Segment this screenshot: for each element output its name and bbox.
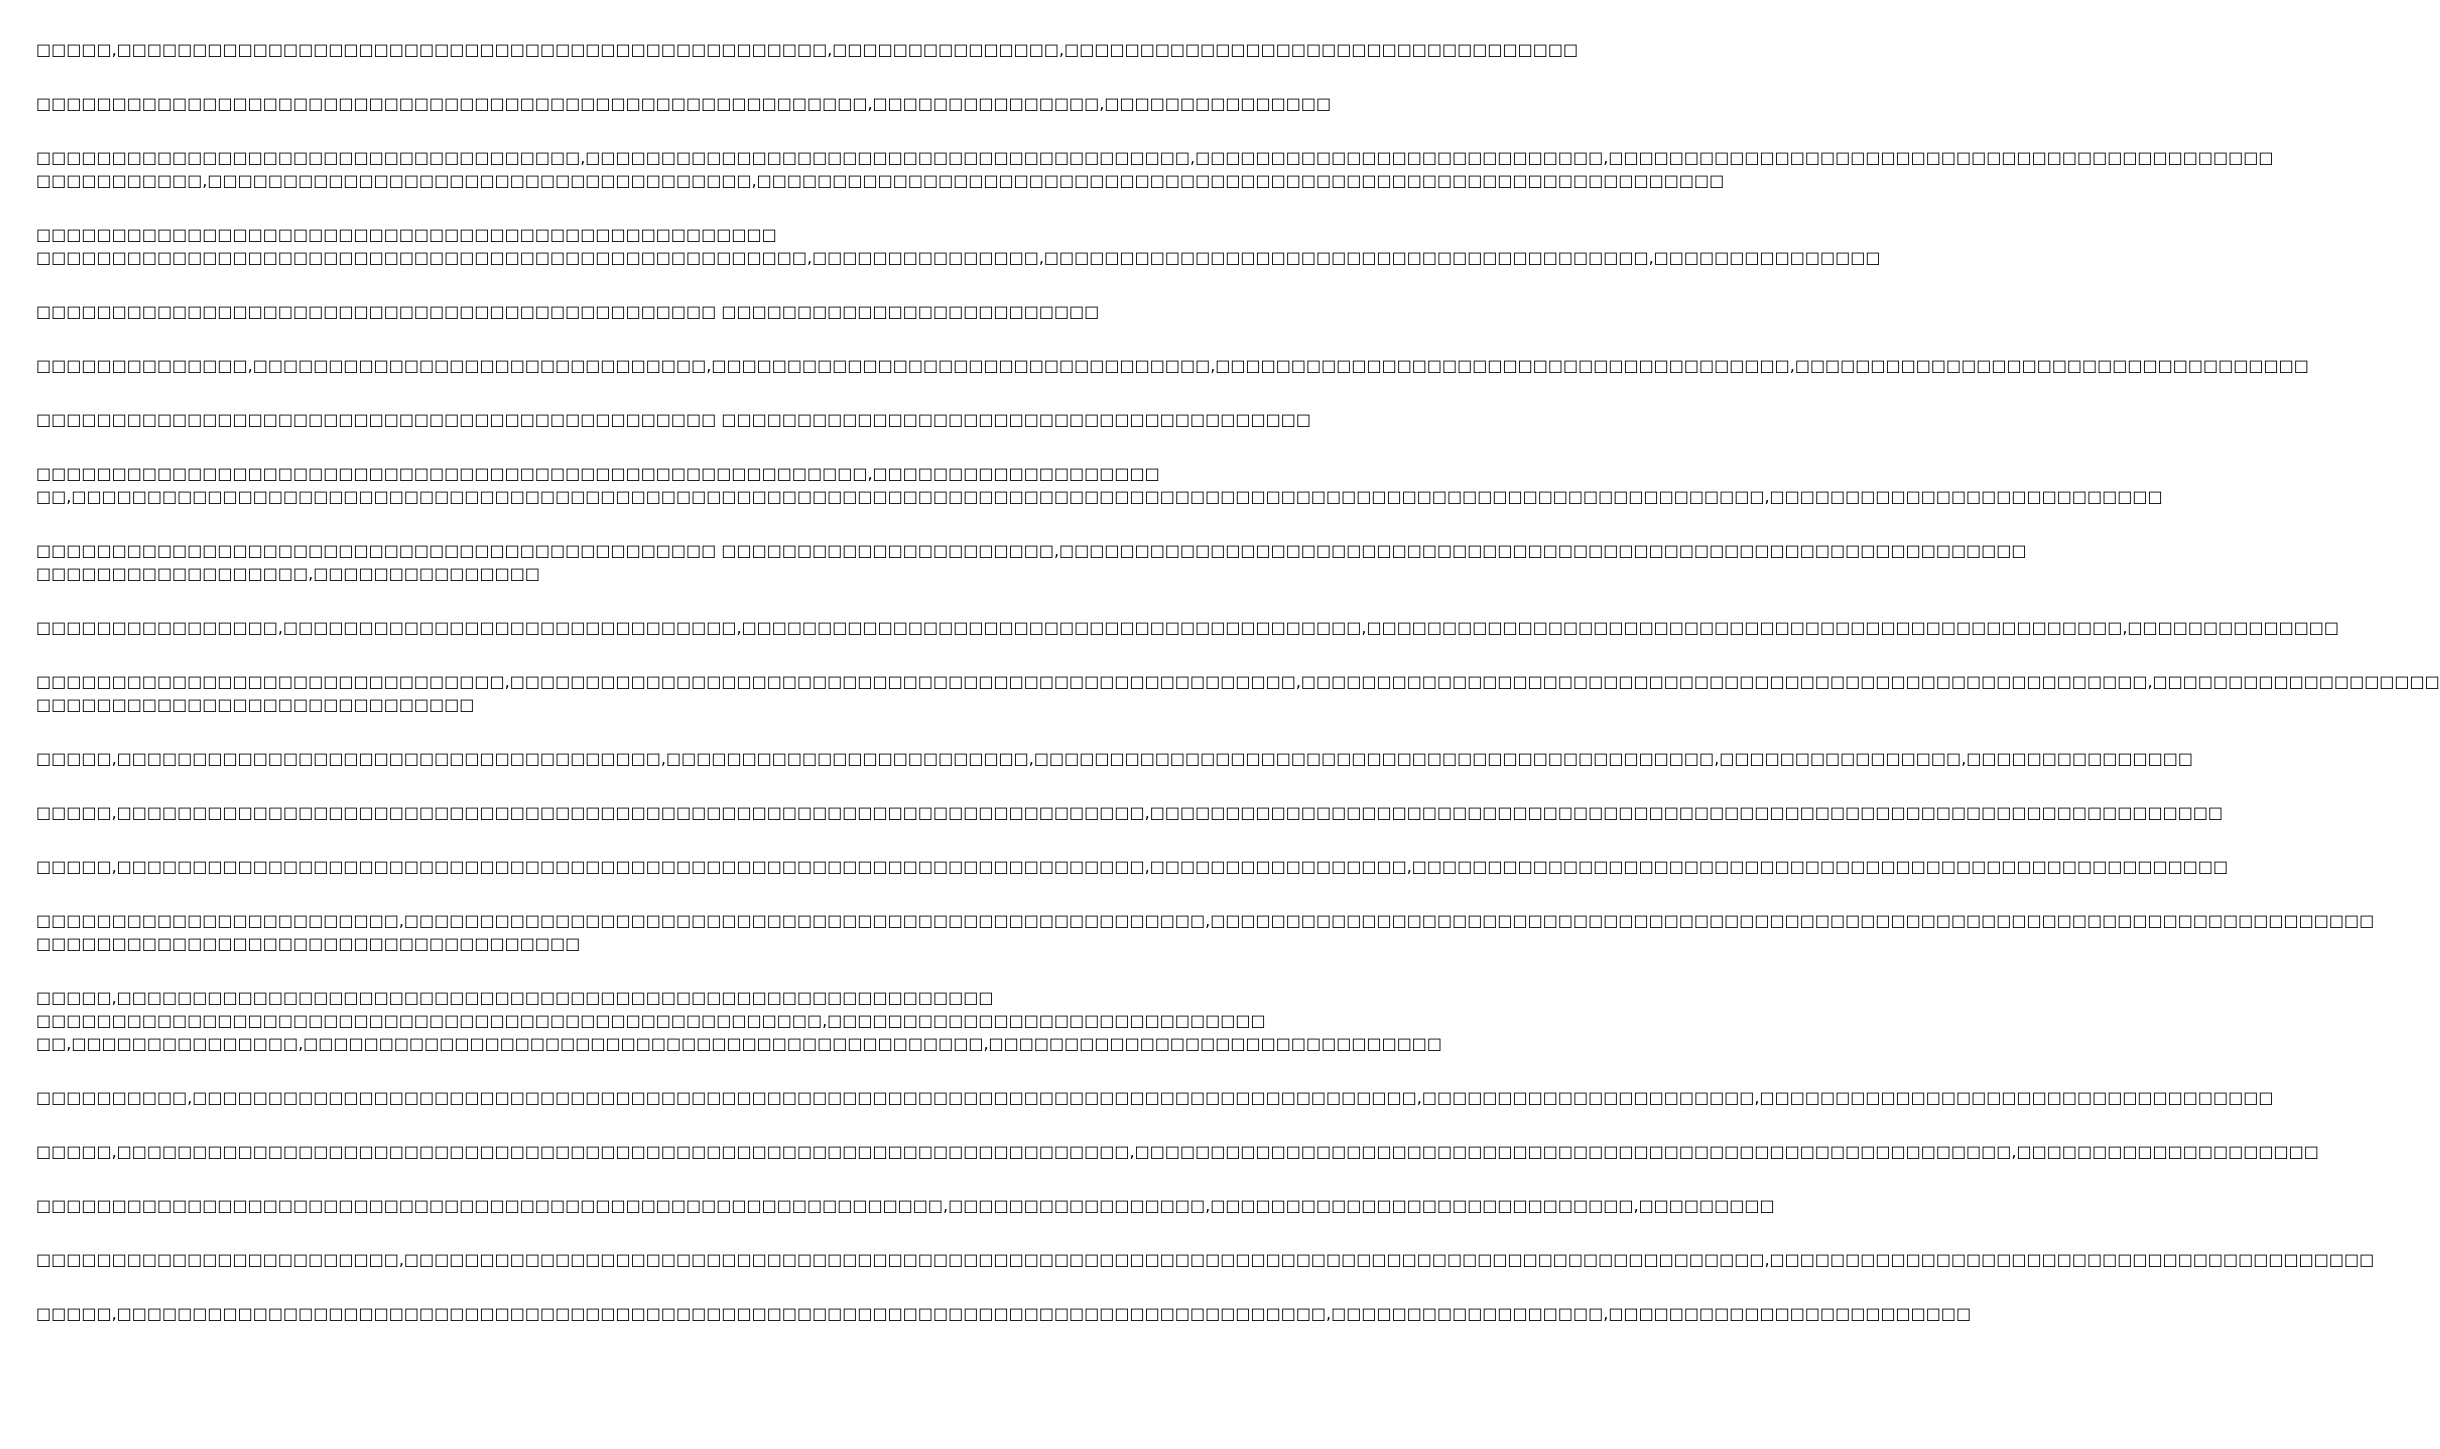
paragraph <box>36 146 2274 192</box>
paragraph <box>36 1086 2274 1109</box>
paragraph <box>36 747 2193 770</box>
paragraph <box>36 462 2163 508</box>
text-line: □□□□□,□□□□□□□□□□□□□□□□□□□□□□□□□□□□□□□□□□□□□□□□□□□□□□□□□□□□□□□□□□ <box>36 988 994 1007</box>
text-line: □□,□□□□□□□□□□□□□□□□□□□□□□□□□□□□□□□□□□□□□□□□□□□□□□□□□□□□□□□□□□□□□□□□□□□□□□□□□□□□□□□□□□□□□□□□□□□□□□□□□□□□□□□□□□□□□□□□,□□□□□□□□□□□□□□□□□□□□□□□□□□ <box>36 487 2163 506</box>
paragraph <box>36 1302 1972 1325</box>
paragraph <box>36 986 1443 1055</box>
text-line: □□□□□□□□□□□□□□□□□□□□□□□□□□□□□□□□□□□□ <box>36 934 581 953</box>
text-line: □□□□□□□□□□□□□□□□□□□□□□□□□□□□□ <box>36 695 475 714</box>
text-line: □□□□□,□□□□□□□□□□□□□□□□□□□□□□□□□□□□□□□□□□□□□□□□□□□□□□□□□□□□□□□□□□□□□□□□□□□,□□□□□□□□□□□□□□□□□□□□□□□□□□□□□□□□□□□□□□□□□□□□□□□□□□□□□□□□□□,□□□□□□□□□□□□□□□□□□□□ <box>36 1142 2319 1161</box>
document-body <box>36 38 2440 1356</box>
text-line: □□□□□,□□□□□□□□□□□□□□□□□□□□□□□□□□□□□□□□□□□□,□□□□□□□□□□□□□□□□□□□□□□□□,□□□□□□□□□□□□□□□□□□□□□□□□□□□□□□□□□□□□□□□□□□□□□,□□□□□□□□□□□□□□□□,□□□□□□□□□□□□□□□ <box>36 749 2193 768</box>
text-line: □□□□□□□□□□□□□□□□□□□□□□□□□□□□□□□□□□□□□□□□□□□□□□□□□□□,□□□□□□□□□□□□□□□,□□□□□□□□□□□□□□□□□□□□□□□□□□□□□□□□□□□□□□□□,□□□□□□□□□□□□□□□ <box>36 248 1881 267</box>
text-line: □□□□□□□□□□□□□□□□□□□□□□□□□□□□□□□□□□□□□□□□□□□□□ □□□□□□□□□□□□□□□□□□□□□□,□□□□□□□□□□□□□□□□□□□□□□□□□□□□□□□□□□□□□□□□□□□□□□□□□□□□□□□□□□□□□□□□ <box>36 541 2027 560</box>
text-line: □□□□□□□□□□□□□□□□□□□□□□□□□□□□□□□□□□□□□□□□□□□□□ □□□□□□□□□□□□□□□□□□□□□□□□□□□□□□□□□□□□□□□ <box>36 410 1311 429</box>
paragraph <box>36 223 1881 269</box>
text-line: □□,□□□□□□□□□□□□□□□,□□□□□□□□□□□□□□□□□□□□□□□□□□□□□□□□□□□□□□□□□□□□□,□□□□□□□□□□□□□□□□□□□□□□□□□□□□□□ <box>36 1034 1443 1053</box>
text-line: □□□□□,□□□□□□□□□□□□□□□□□□□□□□□□□□□□□□□□□□□□□□□□□□□□□□□,□□□□□□□□□□□□□□□,□□□□□□□□□□□□□□□□□□□□□□□□□□□□□□□□□□ <box>36 40 1579 59</box>
text-line: □□□□□□□□□□□□□□□□□□□□□□□□,□□□□□□□□□□□□□□□□□□□□□□□□□□□□□□□□□□□□□□□□□□□□□□□□□□□□□,□□□□□□□□□□□□□□□□□□□□□□□□□□□□□□□□□□□□□□□□□□□□□□□□□□□□□□□□□□□□□□□□□□□□□□□□□□□□□ <box>36 911 2375 930</box>
paragraph <box>36 92 1332 115</box>
text-line: □□□□□□□□□□□□□□,□□□□□□□□□□□□□□□□□□□□□□□□□□□□□□,□□□□□□□□□□□□□□□□□□□□□□□□□□□□□□□□□,□□□□□□□□□□□□□□□□□□□□□□□□□□□□□□□□□□□□□□,□□□□□□□□□□□□□□□□□□□□□□□□□□□□□□□□□□ <box>36 356 2309 375</box>
paragraph <box>36 539 2027 585</box>
text-line: □□□□□□□□□□□,□□□□□□□□□□□□□□□□□□□□□□□□□□□□□□□□□□□□,□□□□□□□□□□□□□□□□□□□□□□□□□□□□□□□□□□□□□□□□□□□□□□□□□□□□□□□□□□□□□□□□ <box>36 171 1725 190</box>
paragraph <box>36 408 1311 431</box>
text-line: □□□□□□□□□□□□□□□□□□□□□□□□□□□□□□□□□□□□□□□□□□□□□□□□□□□□□□□□□□□□,□□□□□□□□□□□□□□□□□,□□□□□□□□□□□□□□□□□□□□□□□□□□□□,□□□□□□□□□ <box>36 1196 1775 1215</box>
paragraph <box>36 1140 2319 1163</box>
text-line: □□□□□□□□□□□□□□□□□□□□□□□□□□□□□□□□□□□□□□□□□□□□□□□□□□□□□□□,□□□□□□□□□□□□□□□□□□□ <box>36 464 1160 483</box>
paragraph <box>36 801 2224 824</box>
paragraph <box>36 909 2375 955</box>
text-line: □□□□□□□□□□□□□□□□□□□□□□□□□□□□□□□□□□□□□□□□□□□□□□□□□□□□□□□,□□□□□□□□□□□□□□□,□□□□□□□□□□□□□□□ <box>36 94 1332 113</box>
paragraph <box>36 300 1100 323</box>
text-line: □□□□□□□□□□□□□□□□□□□□□□□□□□□□□□□□□□□□,□□□□□□□□□□□□□□□□□□□□□□□□□□□□□□□□□□□□□□□□,□□□□□□□□□□□□□□□□□□□□□□□□□□□,□□□□□□□□□□□□□□□□□□□□□□□□□□□□□□□□□□□□□□□□□□□□ <box>36 148 2274 167</box>
text-line: □□□□□□□□□□□□□□□□□□□□□□□□,□□□□□□□□□□□□□□□□□□□□□□□□□□□□□□□□□□□□□□□□□□□□□□□□□□□□□□□□□□□□□□□□□□□□□□□□□□□□□□□□□□□□□□□□□□,□□□□□□□□□□□□□□□□□□□□□□□□□□□□□□□□□□□□□□□□ <box>36 1250 2375 1269</box>
text-line: □□□□□□□□□□□□□□□□□□□□□□□□□□□□□□□,□□□□□□□□□□□□□□□□□□□□□□□□□□□□□□□□□□□□□□□□□□□□□□□□□□□□,□□□□□□□□□□□□□□□□□□□□□□□□□□□□□□□□□□□□□□□□□□□□□□□□□□□□□□□□,□□□□□□□□□□□□□□□□□□□ <box>36 672 2440 691</box>
text-line: □□□□□□□□□□□□□□□□□□□□□□□□□□□□□□□□□□□□□□□□□□□□□ □□□□□□□□□□□□□□□□□□□□□□□□□ <box>36 302 1100 321</box>
paragraph <box>36 670 2440 716</box>
text-line: □□□□□□□□□□□□□□□□□□□□□□□□□□□□□□□□□□□□□□□□□□□□□□□□□□□□,□□□□□□□□□□□□□□□□□□□□□□□□□□□□□ <box>36 1011 1266 1030</box>
paragraph <box>36 1194 1775 1217</box>
text-line: □□□□□,□□□□□□□□□□□□□□□□□□□□□□□□□□□□□□□□□□□□□□□□□□□□□□□□□□□□□□□□□□□□□□□□□□□□,□□□□□□□□□□□□□□□□□□□□□□□□□□□□□□□□□□□□□□□□□□□□□□□□□□□□□□□□□□□□□□□□□□□□□□□ <box>36 803 2224 822</box>
text-line: □□□□□□□□□□□□□□□□,□□□□□□□□□□□□□□□□□□□□□□□□□□□□□□,□□□□□□□□□□□□□□□□□□□□□□□□□□□□□□□□□□□□□□□□□,□□□□□□□□□□□□□□□□□□□□□□□□□□□□□□□□□□□□□□□□□□□□□□□□□□,□□□□□□□□□□□□□□ <box>36 618 2340 637</box>
text-line: □□□□□□□□□□□□□□□□□□□□□□□□□□□□□□□□□□□□□□□□□□□□□□□□□ <box>36 225 777 244</box>
paragraph <box>36 38 1579 61</box>
paragraph <box>36 354 2309 377</box>
text-line: □□□□□□□□□□□□□□□□□□,□□□□□□□□□□□□□□□ <box>36 564 540 583</box>
paragraph <box>36 1248 2375 1271</box>
text-line: □□□□□,□□□□□□□□□□□□□□□□□□□□□□□□□□□□□□□□□□□□□□□□□□□□□□□□□□□□□□□□□□□□□□□□□□□□,□□□□□□□□□□□□□□□□□,□□□□□□□□□□□□□□□□□□□□□□□□□□□□□□□□□□□□□□□□□□□□□□□□□□□□□□ <box>36 857 2229 876</box>
paragraph <box>36 616 2340 639</box>
text-line: □□□□□□□□□□,□□□□□□□□□□□□□□□□□□□□□□□□□□□□□□□□□□□□□□□□□□□□□□□□□□□□□□□□□□□□□□□□□□□□□□□□□□□□□□□□□,□□□□□□□□□□□□□□□□□□□□□□,□□□□□□□□□□□□□□□□□□□□□□□□□□□□□□□□□□ <box>36 1088 2274 1107</box>
text-line: □□□□□,□□□□□□□□□□□□□□□□□□□□□□□□□□□□□□□□□□□□□□□□□□□□□□□□□□□□□□□□□□□□□□□□□□□□□□□□□□□□□□□□,□□□□□□□□□□□□□□□□□□,□□□□□□□□□□□□□□□□□□□□□□□□ <box>36 1304 1972 1323</box>
paragraph <box>36 855 2229 878</box>
